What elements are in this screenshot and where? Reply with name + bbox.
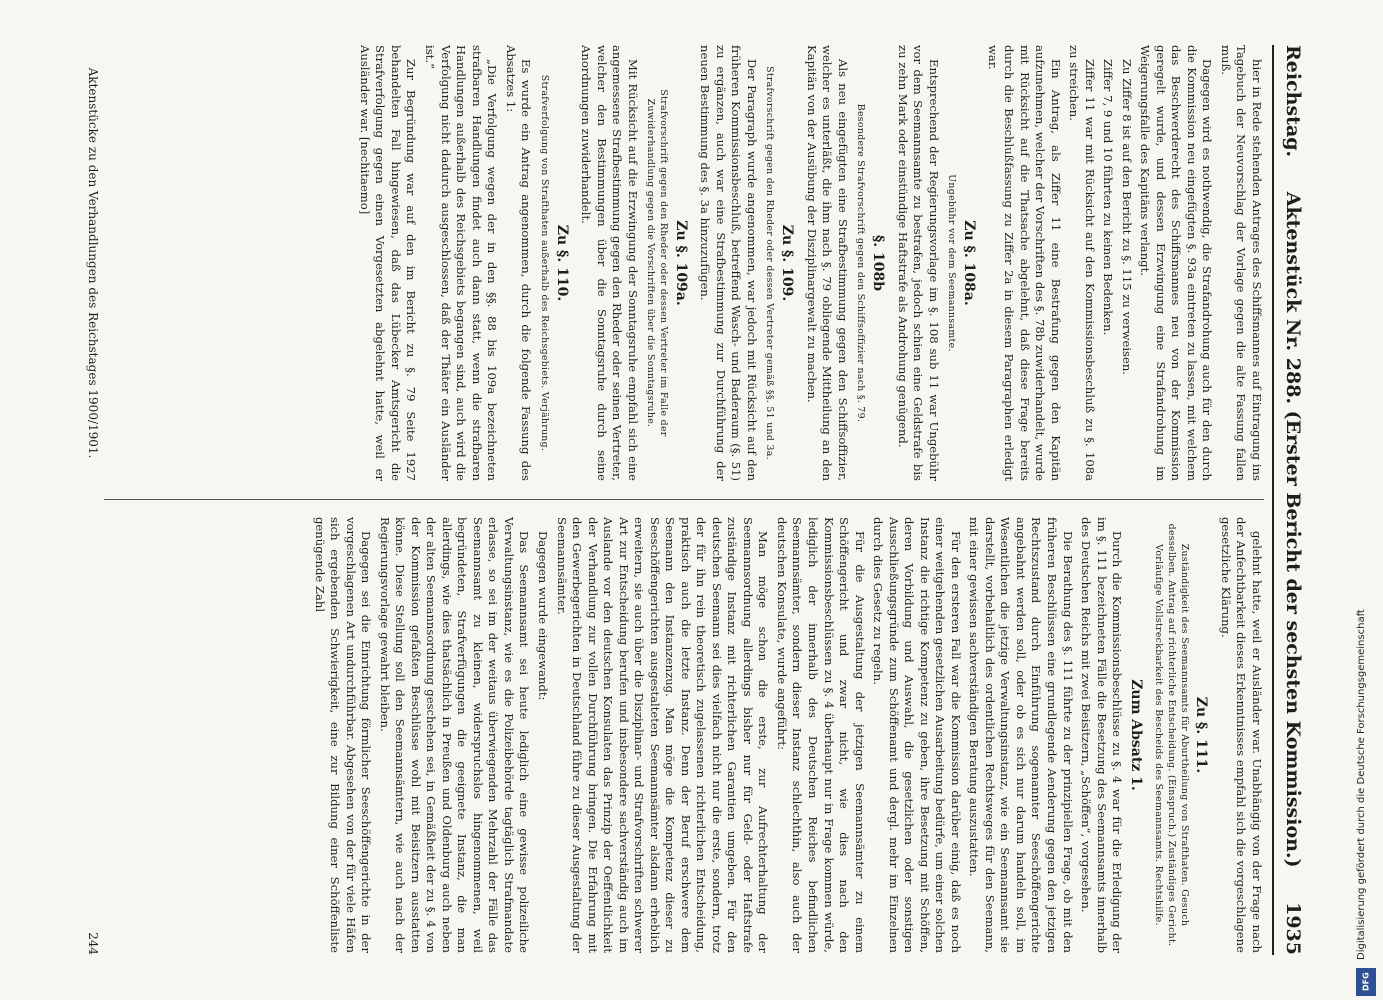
section-heading: Zu §. 108a. — [960, 220, 977, 306]
paragraph: Ziffer 7, 9 und 10 führten zu keinen Bedenken. — [1101, 59, 1116, 336]
left-column — [104, 45, 1264, 481]
paragraph: „Die Verfolgung wegen der in den §§. 88 bis 109a bezeichneten strafbaren Handlungen findet auch dann statt, wenn die strafbaren Handlungen außerhalb des Reichsgebiets begangen sind, auch wird die Verfolgung nicht dadurch ausgeschlossen, daß der Thäter ein Ausländer ist.“ — [423, 45, 500, 481]
paragraph: Dagegen wurde eingewandt: — [536, 531, 550, 701]
paragraph: Ein Antrag, als Ziffer 11 eine Bestrafung gegen den Kapitän aufzunehmen, welcher der Vorschriften des §. 78b zuwiderhandelt, wurde mit Rücksicht auf die Thatsache abgelehnt, daß diese Frage bereits durch die Beschlußfassung zu Ziffer 2a in diesem Paragraphen erledigt war. — [986, 45, 1063, 481]
page-number: 1935 — [1282, 902, 1304, 955]
paragraph: gelehnt hatte, weil er Ausländer war. Unabhängig von der Frage nach der Anfechtbarkeit dieses Erkenntnisses empfahl sich die vorgeschlagene gesetzliche Klärung. — [1218, 517, 1264, 953]
paragraph: Der Paragraph wurde angenommen, war jedoch mit Rücksicht auf den früheren Kommissionsbeschluß, betreffend Wasch- und Baderaum (§. 51) zu ergänzen, auch war eine Strafbestimmung zur Durchführung der neuen Bestimmung des §. 3a hinzuzufügen. — [698, 45, 759, 481]
dfg-logo: DFG — [1356, 968, 1376, 996]
section-heading: Zu §. 109a. — [672, 220, 689, 306]
paragraph: Durch die Kommissionsbeschlüsse zu §. 4 war für die Erledigung der im §. 111 bezeichneten Fälle die Besetzung des Seemannsamts innerhalb des Deutschen Reichs mit zwei Beisitzern, „Schöffen“, vorgesehen. — [1079, 517, 1125, 953]
paragraph: Dagegen wird es nothwendig, die Strafandrohung auch für den durch die Kommission neu eingefügten §. 93a eintreten zu lassen, mit welchem das Beschwerderecht des Schiffsmannes neu von der Kommission geregelt wurde, und dessen Erzwingung eine Strafandrohung im Weigerungsfalle des Kapitäns verlangt. — [1138, 45, 1215, 481]
paragraph: Zu Ziffer 8 ist auf den Bericht zu §. 115 zu verweisen. — [1119, 59, 1134, 375]
paragraph: Entsprechend der Regierungsvorlage im §. 108 sub 11 war Ungebühr vor dem Seemannsamte zu bestrafen, jedoch schien eine Geldstrafe bis zu zehn Mark oder einstündige Haftstrafe als Androhung genügend. — [895, 45, 941, 481]
section-subtitle: Strafvorschrift gegen den Rheder oder dessen Vertreter gemäß §§. 51 und 3a. — [764, 66, 776, 460]
paragraph: Zur Begründung war auf den im Bericht zu §. 79 Seite 1927 behandelten Fall hingewiesen, daß das Lübecker Amtsgericht die Strafverfolgung gegen einen Vorgesetzten abgelehnt hatte, weil er Ausländer war. [nechitaemo] — [357, 45, 419, 481]
paragraph: hier in Rede stehenden Antrages des Schiffsmannes auf Eintragung ins Tagebuch der Neuvorschlag der Vorlage gegen die alte Fassung fallen muß. — [1218, 45, 1264, 481]
paragraph: Die Berathung des §. 111 führte zu der prinzipiellen Frage, ob mit den früheren Beschlüssen eine grundlegende Aenderung gegen den jetzigen Rechtszustand durch Einführung sogenannter Seeschöffengerichte angebahnt werden soll, oder ob es sich nur darum handeln soll, im Wesentlichen die jetzige Verwaltungsinstanz, wie ein Seemannsamt sie darstellt, vorbehaltlich des ordentlichen Rechtsweges für den Seemann, mit einer gewissen sachverständigen Beratung auszustatten. — [967, 517, 1075, 953]
page-header — [1278, 45, 1308, 955]
section-heading: §. 108b — [870, 234, 887, 292]
paragraph: Das Seemannsamt sei heute lediglich eine gewisse polizeiliche Verwaltungsinstanz, wie es die Polizeibehörde tagtäglich Strafmandate erlasse, so sei im der weitaus überwiegenden Mehrzahl der Fälle das Seemannsamt zu kleinen, widerspruchslos hingenommenen, weil begründeten, Strafverfügungen die geeignete Instanz, die man allerdings, wie dies thatsächlich in Preußen und Oldenburg auch neben der alten Seemannsordnung geschehen sei, in Gemäßheit der zu §. 4 von der Kommission gefaßten Beschlüsse wohl mit Beisitzern ausstatten könne. Diese Stellung soll den Seemannsämtern, wie auch nach der Regierungsvorlage gewahrt bleiben. — [377, 517, 532, 953]
section-subtitle: Besondere Strafvorschrift gegen den Schiffsoffizier nach §. 79. — [855, 103, 867, 423]
paragraph: Es wurde ein Antrag angenommen, durch die folgende Fassung des Absatzes 1: — [503, 45, 534, 481]
column-divider — [104, 499, 1264, 500]
section-heading: Zum Absatz 1. — [1127, 679, 1144, 791]
digitization-note — [1356, 560, 1378, 1000]
header-title: Aktenstück Nr. 288. (Erster Bericht der sechsten Kommission.) — [1282, 191, 1304, 868]
right-column — [104, 517, 1264, 953]
paragraph: Als neu eingefügten eine Strafbestimmung gegen den Schiffsoffizier, welcher es unterläßt, die ihm nach §. 79 obliegende Mittheilung an den Kapitän von der Ausübung der Disziplinargewalt zu machen. — [804, 45, 850, 481]
footer-left: Aktenstücke zu den Verhandlungen des Reichstages 1900/1901. — [86, 67, 100, 459]
document-page — [66, 25, 1316, 975]
header-left: Reichstag. — [1282, 45, 1304, 158]
paragraph: Mit Rücksicht auf die Erzwingung der Sonntagsruhe empfahl sich eine angemessene Strafbestimmung gegen den Rheder oder seinen Vertreter, welcher den Bestimmungen über die Sonntagsruhe durch seine Anordnungen zuwiderhandelt. — [579, 45, 640, 481]
section-subtitle: Strafvorschrift gegen den Rheder oder dessen Vertreter im Falle der Zuwiderhandlung gegen die Vorschriften über die Sonntagsruhe. — [645, 89, 669, 437]
footer-page-number: 244 — [86, 932, 100, 955]
paragraph: Für den ersteren Fall war die Kommission darüber einig, daß es noch einer weitgehenden gesetzlichen Ausarbeitung bedürfe, um einer solchen Instanz die richtige Kompetenz zu geben, ihre Besetzung mit Schöffen, deren Vorbildung und Auswahl, die gesetzlichen oder sonstigen Ausschließungsgründe zum Schöffenamt und dergl. mehr im Einzelnen durch dies Gesetz zu regeln. — [871, 517, 963, 953]
paragraph: Man möge schon die erste, zur Aufrechterhaltung der Seemannsordnung allerdings bisher nur für Geld- oder Haftstrafe zuständige Instanz mit richterlichen Garantien umgeben. Für den deutschen Seemann sei dies vielfach nicht nur die erste, sondern, trotz der für ihn rein theoretisch zugelassenen richterlichen Entscheidung, praktisch auch die letzte Instanz. Denn der Beruf erschwere dem Seemann den Instanzenzug. Man möge die Kompetenz dieser zu Seeschöffengerichten ausgestalteten Seemannsämter alsdann erheblich erweitern, sie auch über die Disziplinar- und Strafvorschriften schwerer Art zur Entscheidung berufen und insbesondere sachverständig auch im Auslande vor den deutschen Konsulaten das Prinzip der Oeffentlichkeit der Verhandlung zur vollen Durchführung bringen. Die Erfahrung mit den Gewerbegerichten in Deutschland führe zu dieser Ausgestaltung der Seemannsämter. — [554, 517, 771, 953]
section-heading: Zu §. 111. — [1193, 696, 1210, 774]
section-subtitle: Strafverfolgung von Strafthaten außerhalb des Reichsgebiets. Verjährung. — [538, 74, 550, 452]
section-heading: Zu §. 110. — [553, 224, 570, 302]
paragraph: Für die Ausgestaltung der jetzigen Seemannsämter zu einem Schöffengericht und zwar nicht, wie dies nach den Kommissionsbeschlüssen zu §. 4 überhaupt nur in Frage kommen würde, lediglich der innerhalb des Deutschen Reiches befindlichen Seemannsämter, sondern dieser Instanz schlechthin, also auch der deutschen Konsulate, wurde angeführt: — [774, 517, 867, 953]
paragraph: Ziffer 11 war mit Rücksicht auf den Kommissionsbeschluß zu §. 108a zu streichen. — [1067, 45, 1097, 481]
section-subtitle: Ungebühr vor dem Seemannsamte. — [946, 174, 958, 352]
section-heading: Zu §. 109. — [779, 224, 796, 302]
header-rule — [1272, 45, 1274, 955]
funding-text: Digitalisierung gefördert durch die Deutsche Forschungsgemeinschaft — [1356, 609, 1367, 960]
section-subtitle: Zuständigkeit des Seemannsamts für Aburtheilung von Strafthaten. Gesuch desselben. Antrag auf richterliche Entscheidung. (Einspruch.) Zuständiges Gericht. Vorläufige Vollstreckbarkeit des Bescheids des Seemannsamts. Rechtshilfe. — [1153, 523, 1190, 947]
paragraph: Dagegen sei die Einrichtung förmlicher Seeschöffengerichte in der vorgeschlagenen Art undurchführbar. Abgesehen von der für viele Häfen sich ergebenden Schwierigkeit, eine zur Bildung einer Schöffenliste genügende Zahl — [312, 517, 374, 953]
page-footer — [86, 45, 100, 955]
